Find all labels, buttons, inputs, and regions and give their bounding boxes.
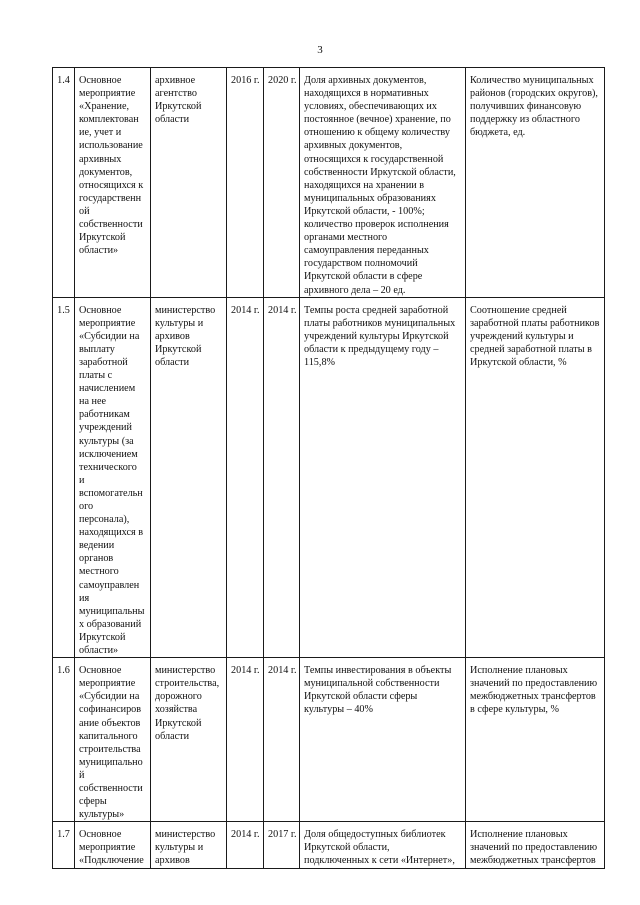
end-year: 2014 г.: [264, 297, 300, 658]
row-number: 1.7: [53, 822, 75, 869]
target-indicator: Количество муниципальных районов (городских округов), получивших финансовую поддержку из областного бюджета, ед.: [466, 68, 605, 298]
responsible-executor: архивное агентство Иркутской области: [151, 68, 227, 298]
end-year: 2020 г.: [264, 68, 300, 298]
target-indicator: Соотношение средней заработной платы работников учреждений культуры и средней заработной платы в Иркутской области, %: [466, 297, 605, 658]
start-year: 2014 г.: [227, 658, 264, 822]
start-year: 2014 г.: [227, 822, 264, 869]
activity-title: Основное мероприятие «Подключение: [75, 822, 151, 869]
table-row: [53, 68, 605, 298]
target-indicator: Исполнение плановых значений по предоставлению межбюджетных трансфертов: [466, 822, 605, 869]
start-year: 2014 г.: [227, 297, 264, 658]
row-number: 1.4: [53, 68, 75, 298]
expected-result: Доля архивных документов, находящихся в нормативных условиях, обеспечивающих их постоянное (вечное) хранение, по отношению к общему количеству архивных документов, относящихся к государственной собственности Иркутской области, находящихся на хранении в муниципальных образованиях Иркутской области, - 100%; количество проверок исполнения органами местного самоуправления переданных государством полномочий Иркутской области в сфере архивного дела – 20 ед.: [300, 68, 466, 298]
activity-title: Основное мероприятие «Хранение, комплектован ие, учет и использование архивных документов, относящихся к государственн ой собственности Иркутской области»: [75, 68, 151, 298]
page-number: 3: [317, 44, 323, 56]
row-number: 1.5: [53, 297, 75, 658]
start-year: 2016 г.: [227, 68, 264, 298]
responsible-executor: министерство строительства, дорожного хозяйства Иркутской области: [151, 658, 227, 822]
activity-title: Основное мероприятие «Субсидии на выплату заработной платы с начислением на нее работникам учреждений культуры (за исключением технического и вспомогательн ого персонала), находящихся в ведении органов местного самоуправлен ия муниципальны х образований Иркутской области»: [75, 297, 151, 658]
expected-result: Темпы инвестирования в объекты муниципальной собственности Иркутской области сферы культуры – 40%: [300, 658, 466, 822]
activity-title: Основное мероприятие «Субсидии на софинансиров ание объектов капитального строительства муниципально й собственности сферы культуры»: [75, 658, 151, 822]
expected-result: Доля общедоступных библиотек Иркутской области, подключенных к сети «Интернет»,: [300, 822, 466, 869]
end-year: 2014 г.: [264, 658, 300, 822]
table-row: [53, 658, 605, 822]
end-year: 2017 г.: [264, 822, 300, 869]
program-activities-table: [52, 67, 605, 869]
row-number: 1.6: [53, 658, 75, 822]
table-row: [53, 297, 605, 658]
responsible-executor: министерство культуры и архивов: [151, 822, 227, 869]
table-row: [53, 822, 605, 869]
expected-result: Темпы роста средней заработной платы работников муниципальных учреждений культуры Иркутской области к предыдущему году – 115,8%: [300, 297, 466, 658]
responsible-executor: министерство культуры и архивов Иркутской области: [151, 297, 227, 658]
target-indicator: Исполнение плановых значений по предоставлению межбюджетных трансфертов в сфере культуры, %: [466, 658, 605, 822]
